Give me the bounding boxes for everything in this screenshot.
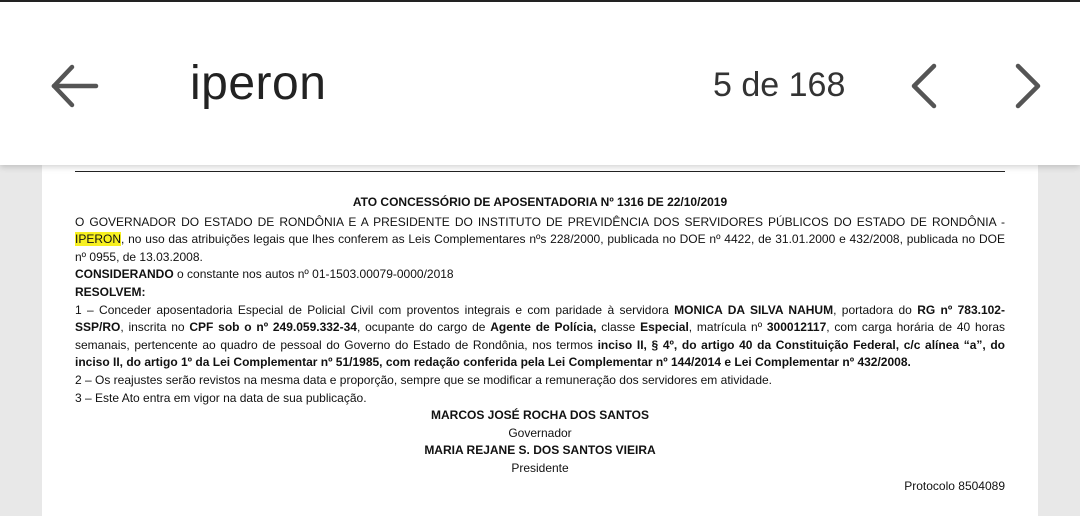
intro-text-2: , no uso das atribuições legais que lhes conferem as Leis Complementares nºs 228/2000, publicada no DOE nº 4422, de 31.01.2000 e 432/2008, publicada no DOE nº 0955, de 13.03.2008. xyxy=(75,232,1005,264)
resolvem-label xyxy=(75,284,1005,302)
search-match-highlight: IPERON xyxy=(75,232,122,247)
previous-match-button[interactable] xyxy=(902,60,946,112)
document-page xyxy=(42,156,1038,516)
item-1-paragraph xyxy=(75,302,1005,372)
legal-basis: inciso II, § 4º, do artigo 40 da Constituição Federal, c/c alínea “a”, do inciso II, do artigo 1º da Lei Complementar nº 51/1985, com redação conferida pela Lei Complementar nº 144/2014 e Lei Complementar nº 432/2008. xyxy=(75,337,1005,370)
servant-name: MONICA DA SILVA NAHUM xyxy=(674,302,834,317)
item1-text-a: 1 – Conceder aposentadoria Especial de Policial Civil com proventos integrais e com paridade à servidora xyxy=(75,302,675,317)
signer-2-role: Presidente xyxy=(511,460,569,475)
chevron-right-icon xyxy=(1006,60,1050,112)
signer-1-name: MARCOS JOSÉ ROCHA DOS SANTOS xyxy=(430,408,650,423)
arrow-left-icon xyxy=(48,62,100,110)
protocol-bottom: Protocolo 8504089 xyxy=(904,478,1005,493)
item1-text-d: , ocupante do cargo de xyxy=(356,320,491,335)
find-in-page-toolbar xyxy=(0,0,1080,165)
registration-number: 300012117 xyxy=(766,320,827,335)
considerando-text: o constante nos autos nº 01-1503.00079-0000/2018 xyxy=(173,267,454,282)
resolvem-label-text: RESOLVEM: xyxy=(75,284,146,299)
job-title: Agente de Polícia, xyxy=(490,320,597,335)
item-3-paragraph: 3 – Este Ato entra em vigor na data de sua publicação. xyxy=(75,390,367,405)
back-button[interactable] xyxy=(48,62,100,110)
considerando-paragraph xyxy=(75,266,1005,284)
considerando-label: CONSIDERANDO xyxy=(75,267,174,282)
header-rule xyxy=(75,171,1005,172)
item-2-paragraph: 2 – Os reajustes serão revistos na mesma data e proporção, sempre que se modificar a remuneração dos servidores em atividade. xyxy=(75,372,773,387)
intro-text-1: O GOVERNADOR DO ESTADO DE RONDÔNIA E A PRESIDENTE DO INSTITUTO DE PREVIDÊNCIA DOS SERVIDORES PÚBLICOS DO ESTADO DE RONDÔNIA - xyxy=(75,214,1005,229)
search-query-input[interactable]: iperon xyxy=(190,57,327,110)
item1-text-b: , portadora do xyxy=(833,302,918,317)
item1-text-f: , matrícula nº xyxy=(688,320,767,335)
chevron-left-icon xyxy=(902,60,946,112)
item1-text-c: , inscrita no xyxy=(120,320,190,335)
item1-text-e: classe xyxy=(596,320,641,335)
signer-2-name: MARIA REJANE S. DOS SANTOS VIEIRA xyxy=(424,443,656,458)
intro-paragraph xyxy=(75,214,1005,267)
match-counter: 5 de 168 xyxy=(713,66,846,104)
document-title: ATO CONCESSÓRIO DE APOSENTADORIA Nº 1316 DE 22/10/2019 xyxy=(352,195,728,209)
rg-number: RG nº 783.102-SSP/RO xyxy=(75,302,1005,335)
item1-text-g: , com carga horária de 40 horas semanais, pertencente ao quadro de pessoal do Governo do Estado de Rondônia, nos termos xyxy=(75,320,1006,352)
cpf-number: CPF sob o nº 249.059.332-34 xyxy=(189,320,357,335)
next-match-button[interactable] xyxy=(1006,60,1050,112)
signer-1-role: Governador xyxy=(508,425,572,440)
job-class: Especial xyxy=(640,320,689,335)
document-body xyxy=(75,194,1006,493)
